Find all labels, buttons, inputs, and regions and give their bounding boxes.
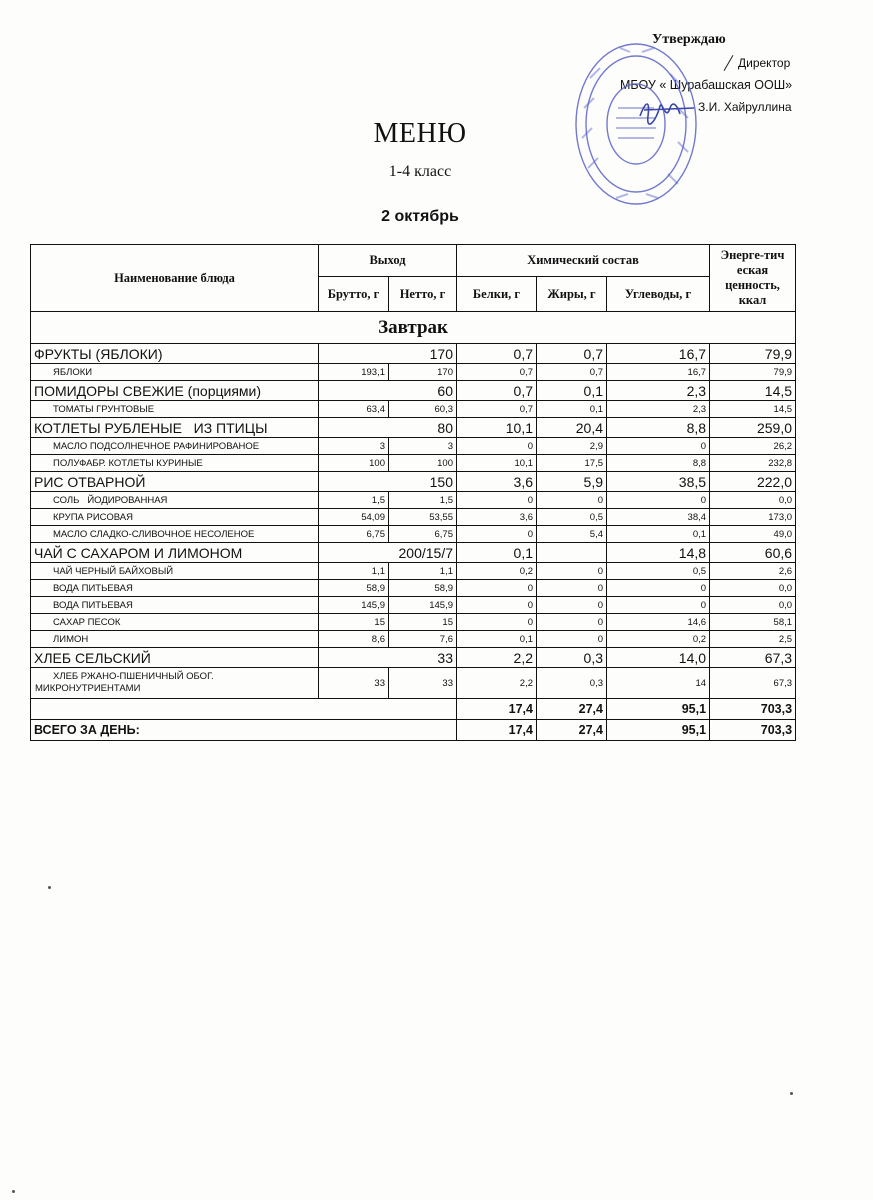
- ingredient-brutto: 145,9: [319, 597, 389, 614]
- ingredient-protein: 0,7: [457, 401, 537, 418]
- ingredient-fat: 5,4: [537, 526, 607, 543]
- ingredient-name: ЧАЙ ЧЕРНЫЙ БАЙХОВЫЙ: [31, 563, 319, 580]
- ingredient-energy: 58,1: [710, 614, 796, 631]
- scan-speck: [48, 886, 51, 889]
- ingredient-name: ЯБЛОКИ: [31, 364, 319, 381]
- dish-carbs: 2,3: [607, 381, 710, 401]
- dish-output: 60: [319, 381, 457, 401]
- ingredient-carbs: 0: [607, 580, 710, 597]
- scan-speck: [790, 1092, 793, 1095]
- ingredient-name: МАСЛО ПОДСОЛНЕЧНОЕ РАФИНИРОВАНОЕ: [31, 438, 319, 455]
- dish-row: [31, 543, 796, 563]
- ingredient-brutto: 100: [319, 455, 389, 472]
- ingredient-carbs: 14: [607, 668, 710, 699]
- ingredient-row: [31, 438, 796, 455]
- ingredient-protein: 0: [457, 526, 537, 543]
- ingredient-energy: 232,8: [710, 455, 796, 472]
- ingredient-energy: 14,5: [710, 401, 796, 418]
- ingredient-netto: 100: [389, 455, 457, 472]
- approval-organization: МБОУ « Шурабашская ООШ»: [620, 78, 793, 92]
- dish-output: 150: [319, 472, 457, 492]
- subtotal-carbs: 95,1: [607, 699, 710, 720]
- dish-protein: 3,6: [457, 472, 537, 492]
- menu-table: [30, 244, 796, 741]
- ingredient-row: [31, 580, 796, 597]
- approval-position: Директор: [738, 56, 791, 70]
- ingredient-brutto: 63,4: [319, 401, 389, 418]
- dish-carbs: 14,0: [607, 648, 710, 668]
- dish-name: ЧАЙ С САХАРОМ И ЛИМОНОМ: [31, 543, 319, 563]
- dish-carbs: 38,5: [607, 472, 710, 492]
- dish-protein: 0,7: [457, 344, 537, 364]
- section-title: Завтрак: [31, 312, 796, 344]
- ingredient-carbs: 0: [607, 492, 710, 509]
- ingredient-protein: 10,1: [457, 455, 537, 472]
- header-output: Выход: [319, 245, 457, 277]
- ingredient-row: [31, 668, 796, 699]
- dish-fat: 0,7: [537, 344, 607, 364]
- ingredient-name: ПОЛУФАБР. КОТЛЕТЫ КУРИНЫЕ: [31, 455, 319, 472]
- subtotal-label: [31, 699, 457, 720]
- ingredient-carbs: 0: [607, 597, 710, 614]
- ingredient-carbs: 38,4: [607, 509, 710, 526]
- ingredient-fat: 0: [537, 563, 607, 580]
- scan-speck: [12, 1190, 15, 1193]
- total-carbs: 95,1: [607, 720, 710, 741]
- ingredient-protein: 0: [457, 597, 537, 614]
- ingredient-energy: 26,2: [710, 438, 796, 455]
- dish-protein: 10,1: [457, 418, 537, 438]
- ingredient-carbs: 0,2: [607, 631, 710, 648]
- ingredient-energy: 173,0: [710, 509, 796, 526]
- dish-carbs: 16,7: [607, 344, 710, 364]
- ingredient-protein: 2,2: [457, 668, 537, 699]
- ingredient-brutto: 1,1: [319, 563, 389, 580]
- ingredient-fat: 0,3: [537, 668, 607, 699]
- dish-row: [31, 381, 796, 401]
- ingredient-carbs: 0: [607, 438, 710, 455]
- total-protein: 17,4: [457, 720, 537, 741]
- ingredient-netto: 58,9: [389, 580, 457, 597]
- ingredient-netto: 1,1: [389, 563, 457, 580]
- ingredient-protein: 0,2: [457, 563, 537, 580]
- ingredient-fat: 0: [537, 492, 607, 509]
- ingredient-carbs: 8,8: [607, 455, 710, 472]
- dish-protein: 0,1: [457, 543, 537, 563]
- ingredient-name: ВОДА ПИТЬЕВАЯ: [31, 580, 319, 597]
- total-label: ВСЕГО ЗА ДЕНЬ:: [31, 720, 457, 741]
- ingredient-row: [31, 509, 796, 526]
- ingredient-fat: 17,5: [537, 455, 607, 472]
- subtotal-energy: 703,3: [710, 699, 796, 720]
- ingredient-name: СОЛЬ ЙОДИРОВАННАЯ: [31, 492, 319, 509]
- ingredient-energy: 0,0: [710, 580, 796, 597]
- ingredient-row: [31, 492, 796, 509]
- dish-output: 80: [319, 418, 457, 438]
- ingredient-energy: 2,5: [710, 631, 796, 648]
- ingredient-netto: 6,75: [389, 526, 457, 543]
- total-fat: 27,4: [537, 720, 607, 741]
- ingredient-fat: 0,5: [537, 509, 607, 526]
- ingredient-netto: 7,6: [389, 631, 457, 648]
- header-chemical: Химический состав: [457, 245, 710, 277]
- ingredient-netto: 1,5: [389, 492, 457, 509]
- ingredient-name: ВОДА ПИТЬЕВАЯ: [31, 597, 319, 614]
- header-netto: Нетто, г: [389, 277, 457, 312]
- dish-energy: 67,3: [710, 648, 796, 668]
- ingredient-carbs: 14,6: [607, 614, 710, 631]
- ingredient-energy: 0,0: [710, 597, 796, 614]
- ingredient-fat: 0,1: [537, 401, 607, 418]
- dish-carbs: 8,8: [607, 418, 710, 438]
- subtotal-fat: 27,4: [537, 699, 607, 720]
- ingredient-row: [31, 563, 796, 580]
- ingredient-brutto: 58,9: [319, 580, 389, 597]
- ingredient-fat: 0: [537, 614, 607, 631]
- ingredient-energy: 0,0: [710, 492, 796, 509]
- ingredient-row: [31, 455, 796, 472]
- ingredient-name: МАСЛО СЛАДКО-СЛИВОЧНОЕ НЕСОЛЕНОЕ: [31, 526, 319, 543]
- ingredient-netto: 60,3: [389, 401, 457, 418]
- ingredient-netto: 145,9: [389, 597, 457, 614]
- ingredient-row: [31, 401, 796, 418]
- header-fat: Жиры, г: [537, 277, 607, 312]
- ingredient-carbs: 0,1: [607, 526, 710, 543]
- ingredient-name: САХАР ПЕСОК: [31, 614, 319, 631]
- ingredient-brutto: 54,09: [319, 509, 389, 526]
- dish-energy: 60,6: [710, 543, 796, 563]
- approval-name: З.И. Хайруллина: [698, 100, 792, 114]
- ingredient-energy: 2,6: [710, 563, 796, 580]
- dish-name: РИС ОТВАРНОЙ: [31, 472, 319, 492]
- ingredient-netto: 170: [389, 364, 457, 381]
- ingredient-energy: 49,0: [710, 526, 796, 543]
- ingredient-row: [31, 631, 796, 648]
- ingredient-netto: 15: [389, 614, 457, 631]
- dish-energy: 14,5: [710, 381, 796, 401]
- header-protein: Белки, г: [457, 277, 537, 312]
- dish-row: [31, 472, 796, 492]
- total-energy: 703,3: [710, 720, 796, 741]
- dish-protein: 2,2: [457, 648, 537, 668]
- dish-fat: 20,4: [537, 418, 607, 438]
- ingredient-row: [31, 614, 796, 631]
- menu-date: 2 октябрь: [381, 208, 459, 225]
- total-row: [31, 720, 796, 741]
- ingredient-protein: 0,1: [457, 631, 537, 648]
- ingredient-energy: 67,3: [710, 668, 796, 699]
- header-dish-name: Наименование блюда: [31, 245, 319, 312]
- dish-row: [31, 418, 796, 438]
- dish-row: [31, 648, 796, 668]
- dish-carbs: 14,8: [607, 543, 710, 563]
- approval-slash: [724, 55, 734, 71]
- ingredient-brutto: 193,1: [319, 364, 389, 381]
- table-header-row: [31, 245, 796, 277]
- ingredient-row: [31, 526, 796, 543]
- dish-fat: 0,3: [537, 648, 607, 668]
- dish-fat: 5,9: [537, 472, 607, 492]
- ingredient-carbs: 0,5: [607, 563, 710, 580]
- dish-output: 33: [319, 648, 457, 668]
- dish-fat: [537, 543, 607, 563]
- ingredient-brutto: 3: [319, 438, 389, 455]
- ingredient-fat: 2,9: [537, 438, 607, 455]
- ingredient-brutto: 6,75: [319, 526, 389, 543]
- dish-name: КОТЛЕТЫ РУБЛЕНЫЕ ИЗ ПТИЦЫ: [31, 418, 319, 438]
- dish-row: [31, 344, 796, 364]
- page-title: МЕНЮ: [373, 118, 467, 149]
- ingredient-name: ХЛЕБ РЖАНО-ПШЕНИЧНЫЙ ОБОГ. МИКРОНУТРИЕНТАМИ: [31, 668, 319, 699]
- header-brutto: Брутто, г: [319, 277, 389, 312]
- header-carbs: Углеводы, г: [607, 277, 710, 312]
- ingredient-netto: 3: [389, 438, 457, 455]
- ingredient-protein: 3,6: [457, 509, 537, 526]
- ingredient-protein: 0: [457, 614, 537, 631]
- dish-energy: 259,0: [710, 418, 796, 438]
- ingredient-brutto: 1,5: [319, 492, 389, 509]
- ingredient-fat: 0: [537, 631, 607, 648]
- dish-protein: 0,7: [457, 381, 537, 401]
- dish-energy: 222,0: [710, 472, 796, 492]
- subtotal-row: [31, 699, 796, 720]
- class-label: 1-4 класс: [388, 163, 452, 180]
- ingredient-row: [31, 597, 796, 614]
- menu-body: [31, 312, 796, 741]
- ingredient-brutto: 33: [319, 668, 389, 699]
- ingredient-energy: 79,9: [710, 364, 796, 381]
- ingredient-carbs: 16,7: [607, 364, 710, 381]
- dish-energy: 79,9: [710, 344, 796, 364]
- ingredient-netto: 53,55: [389, 509, 457, 526]
- dish-name: ПОМИДОРЫ СВЕЖИЕ (порциями): [31, 381, 319, 401]
- ingredient-name: ЛИМОН: [31, 631, 319, 648]
- header-energy: Энерге-тич еская ценность, ккал: [710, 245, 796, 312]
- ingredient-brutto: 8,6: [319, 631, 389, 648]
- ingredient-row: [31, 364, 796, 381]
- dish-output: 170: [319, 344, 457, 364]
- ingredient-carbs: 2,3: [607, 401, 710, 418]
- ingredient-protein: 0,7: [457, 364, 537, 381]
- ingredient-fat: 0,7: [537, 364, 607, 381]
- ingredient-brutto: 15: [319, 614, 389, 631]
- dish-fat: 0,1: [537, 381, 607, 401]
- ingredient-protein: 0: [457, 492, 537, 509]
- ingredient-protein: 0: [457, 580, 537, 597]
- section-row: [31, 312, 796, 344]
- dish-output: 200/15/7: [319, 543, 457, 563]
- ingredient-name: ТОМАТЫ ГРУНТОВЫЕ: [31, 401, 319, 418]
- ingredient-protein: 0: [457, 438, 537, 455]
- ingredient-name: КРУПА РИСОВАЯ: [31, 509, 319, 526]
- dish-name: ФРУКТЫ (ЯБЛОКИ): [31, 344, 319, 364]
- subtotal-protein: 17,4: [457, 699, 537, 720]
- approval-title: Утверждаю: [652, 32, 726, 47]
- ingredient-fat: 0: [537, 580, 607, 597]
- ingredient-netto: 33: [389, 668, 457, 699]
- dish-name: ХЛЕБ СЕЛЬСКИЙ: [31, 648, 319, 668]
- ingredient-fat: 0: [537, 597, 607, 614]
